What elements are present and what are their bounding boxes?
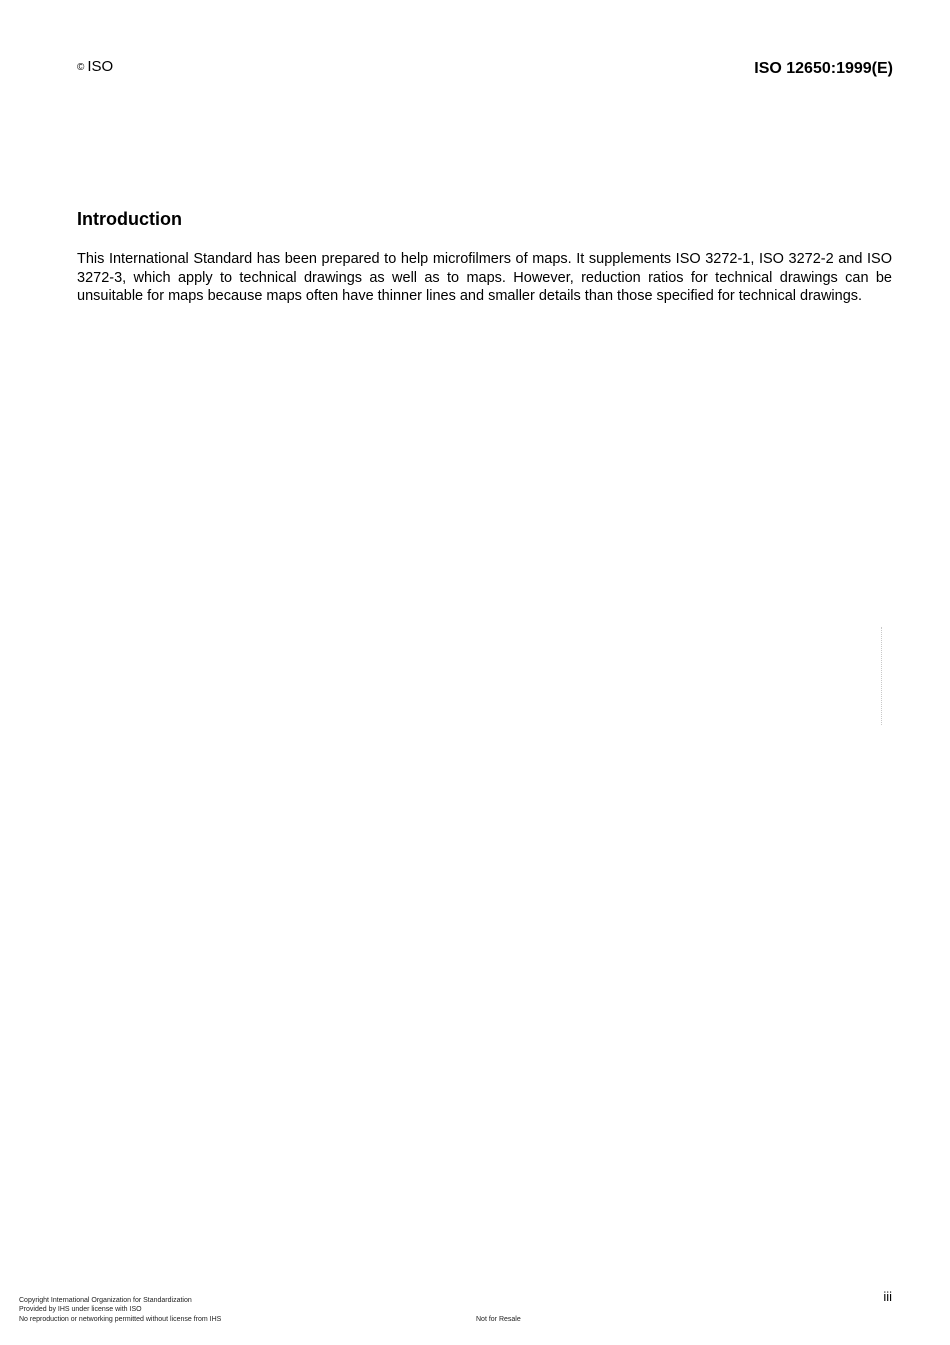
section-heading: Introduction xyxy=(77,209,182,229)
page-number: iii xyxy=(883,1289,892,1304)
footer-line: Provided by IHS under license with ISO xyxy=(19,1306,142,1314)
footer-line: Copyright International Organization for Standardization xyxy=(19,1297,192,1304)
margin-dotted-marks xyxy=(881,627,886,725)
copyright-header xyxy=(77,58,113,77)
document-id: ISO 12650:1999(E) xyxy=(754,60,893,77)
resale-note: Not for Resale xyxy=(476,1316,521,1323)
copyright-org: ISO xyxy=(87,58,114,75)
copyright-symbol: © xyxy=(77,62,85,73)
intro-paragraph: This International Standard has been prepared to help microfilmers of maps. It supplements ISO 3272-1, ISO 3272-2 and ISO 3272-3, which apply to technical drawings as well as to maps. However, reduction ratios for technical drawings can be unsuitable for maps because maps often have thinner lines and smaller details than those specified for technical drawings. xyxy=(77,251,892,305)
footer-line: No reproduction or networking permitted without license from IHS xyxy=(19,1315,222,1323)
license-footer xyxy=(19,1296,221,1324)
